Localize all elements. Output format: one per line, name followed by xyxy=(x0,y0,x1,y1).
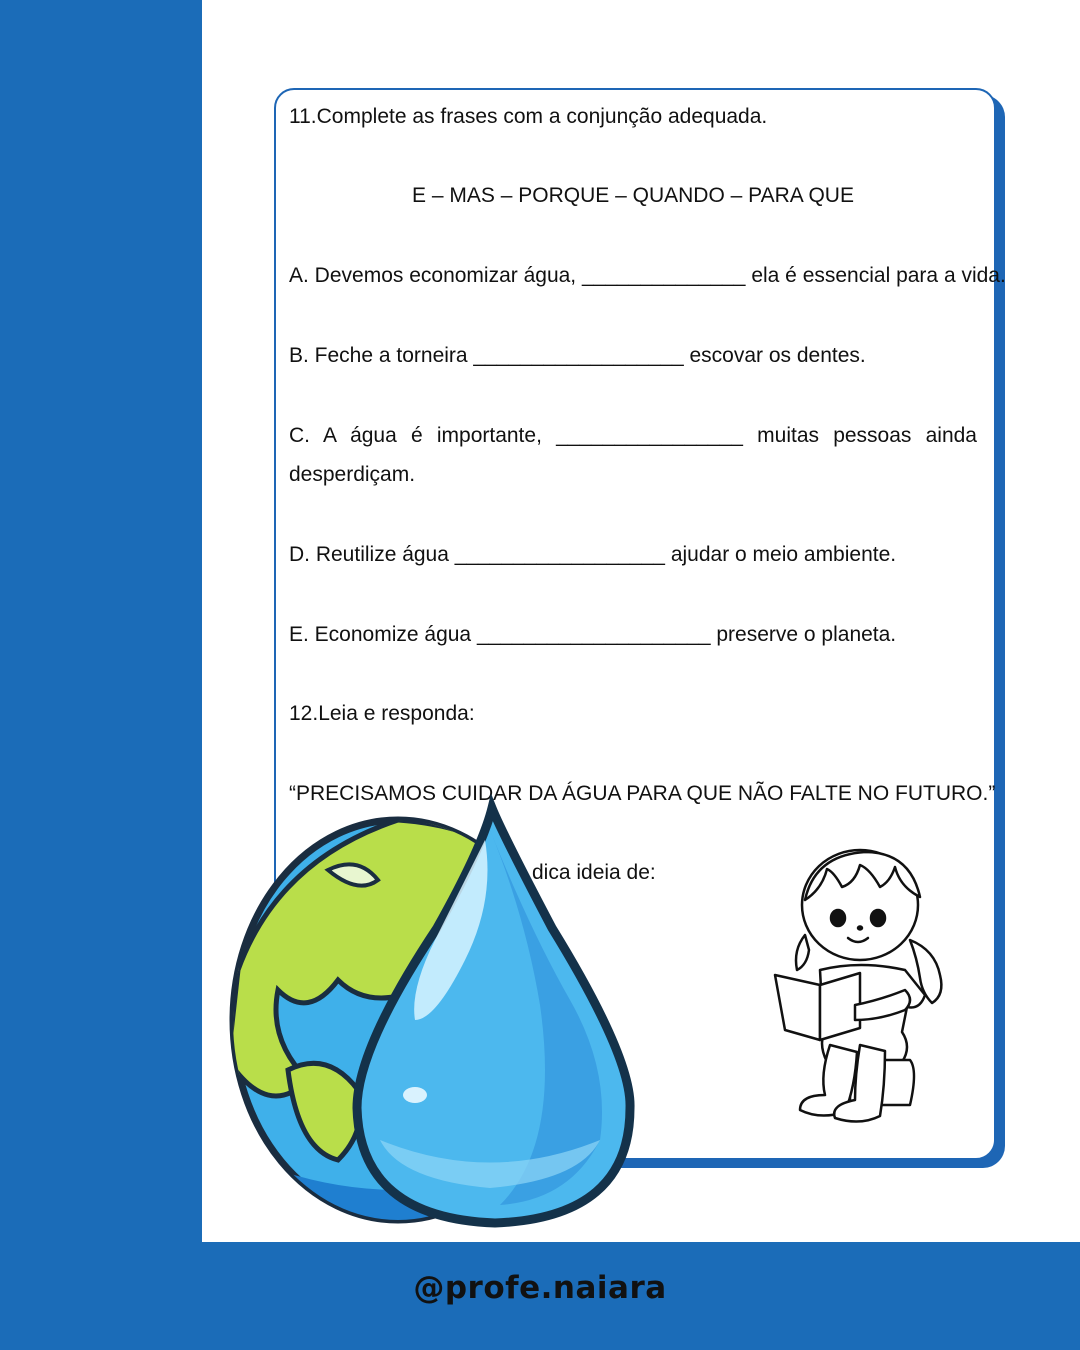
water-drop-icon xyxy=(340,800,640,1230)
question-12-prompt: dica ideia de: xyxy=(532,861,656,884)
sentence-b: B. Feche a torneira __________________ escovar os dentes. xyxy=(289,344,866,367)
question-12-title: 12.Leia e responda: xyxy=(289,702,475,725)
footer-handle: @profe.naiara xyxy=(413,1270,667,1306)
word-bank: E – MAS – PORQUE – QUANDO – PARA QUE xyxy=(412,184,854,207)
quote: “PRECISAMOS CUIDAR DA ÁGUA PARA QUE NÃO FALTE NO FUTURO.” xyxy=(289,782,996,805)
question-11-title: 11.Complete as frases com a conjunção adequada. xyxy=(289,105,768,128)
girl-reading-illustration xyxy=(760,830,970,1130)
sentence-c-line1: C. A água é importante, ________________ muitas pessoas ainda xyxy=(289,424,977,447)
sentence-a: A. Devemos economizar água, ______________ ela é essencial para a vida. xyxy=(289,264,1006,287)
sentence-e: E. Economize água ____________________ preserve o planeta. xyxy=(289,623,897,646)
sentence-d: D. Reutilize água __________________ ajudar o meio ambiente. xyxy=(289,543,897,566)
sentence-c-line2: desperdiçam. xyxy=(289,463,416,486)
